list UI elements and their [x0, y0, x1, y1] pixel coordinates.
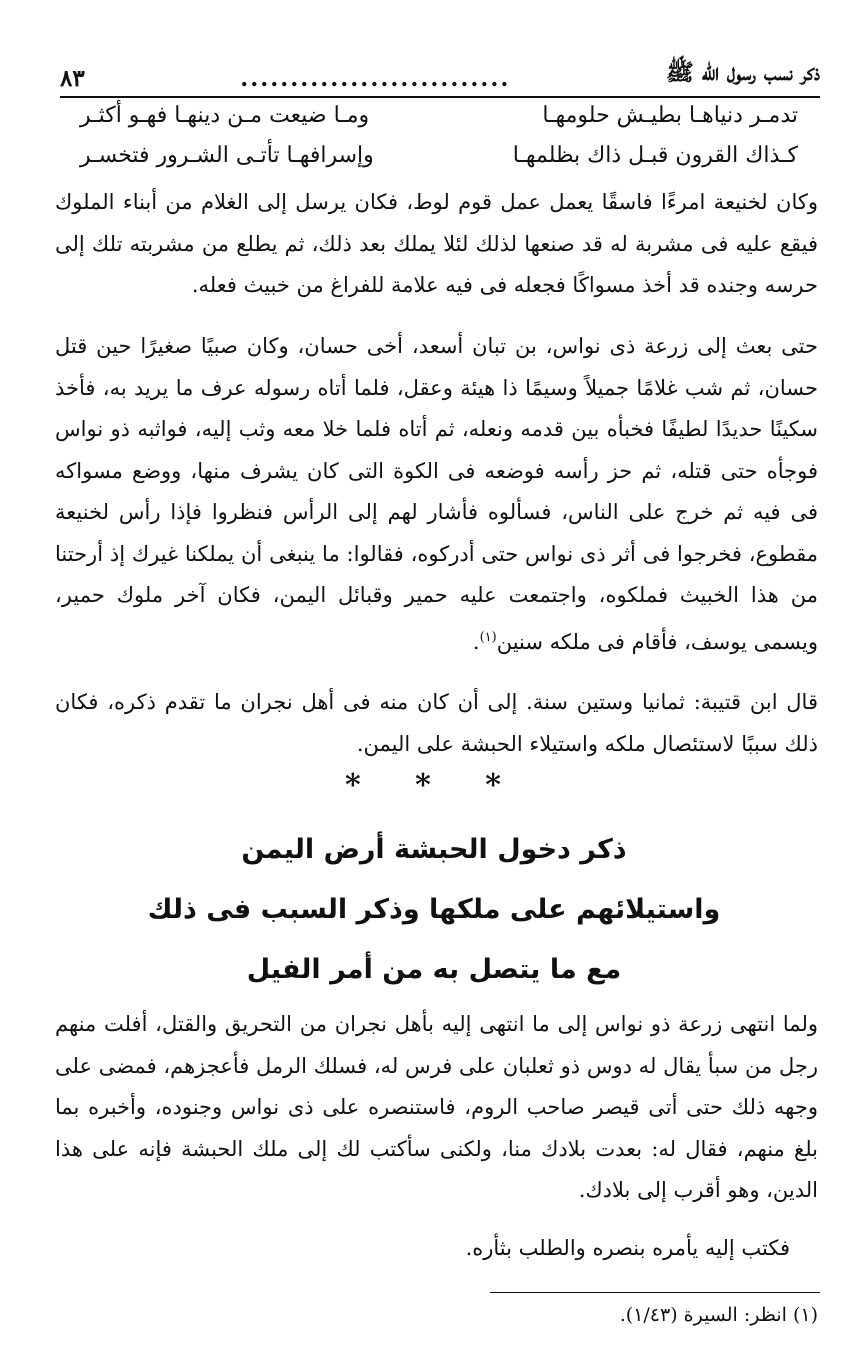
page-number: ٨٣	[60, 65, 85, 92]
footnote: (١) انظر: السيرة (١/٤٣).	[619, 1304, 818, 1326]
paragraph-text	[55, 326, 818, 663]
paragraph-text: وكان لخنيعة امرءًا فاسقًا يعمل عمل قوم لوط، فكان يرسل إلى الغلام من أبناء الملوك فيقع عليه فى مشربة له قد صنعها لذلك لئلا يملك بعد ذلك، ثم يطلع من مشربته تلك إلى حرسه وجنده قد أخذ مسواكًا فجعله فى فيه علامة للفراغ من خبيث فعله.	[55, 190, 818, 297]
verse-line	[80, 136, 798, 176]
verse-line	[80, 96, 798, 136]
section-heading-line-1: ذكر دخول الحبشة أرض اليمن	[241, 834, 627, 865]
footnote-divider	[490, 1292, 820, 1293]
footnote-marker[interactable]: (١)	[479, 629, 497, 645]
section-heading-line-3: مع ما يتصل به من أمر الفيل	[246, 954, 622, 985]
paragraph-text: فكتب إليه يأمره بنصره والطلب بثأره.	[465, 1236, 790, 1260]
paragraph-end: .	[472, 629, 480, 654]
paragraph-1	[55, 182, 818, 307]
verse-hemistich-left: ومـا ضيعت مـن دينهـا فهـو أكثـر	[80, 103, 370, 128]
paragraph-2	[55, 326, 818, 663]
verse-hemistich-right: كـذاك القرون قبـل ذاك بظلمهـا	[512, 143, 798, 168]
paragraph-3	[55, 682, 818, 765]
section-separator: * * *	[345, 768, 523, 803]
paragraph-text: قال ابن قتيبة: ثمانيا وستين سنة. إلى أن كان منه فى أهل نجران ما تقدم ذكره، فكان ذلك سببًا لاستئصال ملكه واستيلاء الحبشة على اليمن.	[55, 690, 818, 756]
poem	[80, 96, 798, 176]
leader-dots: ...........................	[240, 65, 511, 92]
paragraph-text: ولما انتهى زرعة ذو نواس إلى ما انتهى إليه بأهل نجران من التحريق والقتل، أفلت منهم رجل من سبأ يقال له دوس ذو ثعلبان على فرس له، فسلك الرمل فأعجزهم، فمضى على وجهه ذلك حتى أتى قيصر صاحب الروم، فاستنصره على ذى نواس وجنوده، وأخبره بما بلغ منهم، فقال له: بعدت بلادك منا، ولكنى سأكتب لك إلى ملك الحبشة فإنه على هذا الدين، وهو أقرب إلى بلادك.	[55, 1012, 818, 1202]
paragraph-5	[55, 1228, 790, 1270]
verse-hemistich-right: تدمـر دنياهـا بطيـش حلومهـا	[542, 103, 798, 128]
running-header	[60, 52, 820, 98]
chapter-title: ذكر نسب رسول الله ﷺ	[665, 59, 820, 86]
paragraph-body: حتى بعث إلى زرعة ذى نواس، بن تبان أسعد، أخى حسان، وكان صبيًا صغيرًا حين قتل حسان، ثم شب غلامًا جميلاً وسيمًا ذا هيئة وعقل، فلما أتاه رسوله عرف ما يريد به، فأخذ سكينًا حديدًا لطيفًا فخبأه بين قدمه ونعله، ثم أتاه فلما خلا معه وثب إليه، فواثبه ذو نواس فوجأه حتى قتله، ثم حز رأسه فوضعه فى الكوة التى كان يشرف منها، ووضع مسواكه فى فيه ثم خرج على الناس، فسألوه فأشار لهم إلى الرأس فنظروا فإذا رأس لخنيعة مقطوع، فخرجوا فى أثر ذى نواس حتى أدركوه، فقالوا: ما ينبغى أن يملكنا غيرك إذ أرحتنا من هذا الخبيث فملكوه، واجتمعت عليه حمير وقبائل اليمن، فكان آخر ملوك حمير، ويسمى يوسف، فأقام فى ملكه سنين	[55, 334, 818, 654]
section-heading-line-2: واستيلائهم على ملكها وذكر السبب فى ذلك	[147, 894, 721, 925]
verse-hemistich-left: وإسرافهـا تأتـى الشـرور فتخسـر	[80, 143, 374, 168]
paragraph-4	[55, 1004, 818, 1212]
